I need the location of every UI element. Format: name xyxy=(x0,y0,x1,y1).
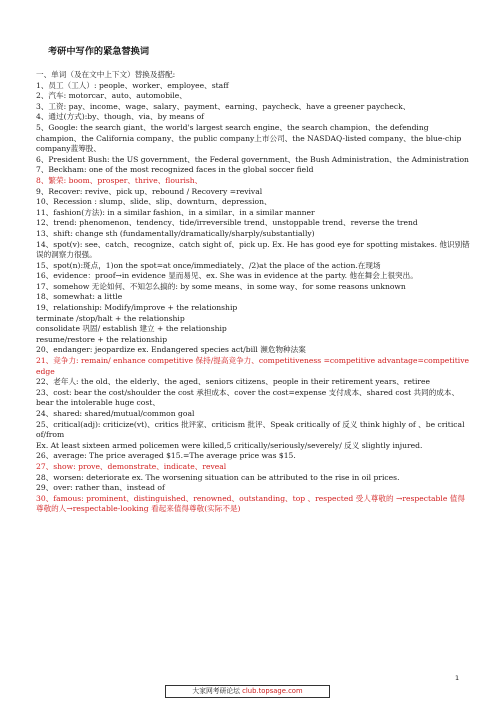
document-line: 22、老年人: the old、the elderly、the aged、seniors citizens、people in their retirement years、retiree xyxy=(36,377,431,387)
document-line: 26、average: The price averaged $15.=The average price was $15. xyxy=(36,451,296,461)
document-line: 12、trend: phenomenon、tendency、tide/irreversible trend、unstoppable trend、reverse the trend xyxy=(36,218,418,228)
document-line: 17、somehow 无论如何、不知怎么搞的: by some means、in some way、for some reasons unknown xyxy=(36,281,406,291)
document-line: 10、Recession : slump、slide、slip、downturn、depression、 xyxy=(36,197,272,207)
document-line: 30、famous: prominent、distinguished、renowned、outstanding、top 、respected 受人尊敬的 →respectable 值得尊敬的人→respectable-looking 看起来值得尊敬(实际不是) xyxy=(36,493,465,514)
document-line: 24、shared: shared/mutual/common goal xyxy=(36,409,195,418)
document-line: 19、relationship: Modify/improve + the relationship xyxy=(36,303,238,313)
document-line: 16、evidence：proof→in evidence 显而易见、ex. She was in evidence at the party. 他在舞会上很突出。 xyxy=(36,271,418,281)
document-line: 14、spot(v): see、catch、recognize、catch sight of、pick up. Ex. He has good eye for spotting mistakes. 他识别错误的洞察力很强。 xyxy=(36,239,470,260)
document-line: 3、工资: pay、income、wage、salary、payment、earning、paycheck、have a greener paycheck、 xyxy=(36,101,411,111)
document-line: terminate /stop/halt + the relationship xyxy=(36,313,185,323)
document-line: Ex. At least sixteen armed policemen were killed,5 critically/seriously/severely/ 反义 slightly injured. xyxy=(36,440,423,450)
footer-banner[interactable] xyxy=(165,685,330,698)
document-line: 18、somewhat: a little xyxy=(36,292,123,302)
document-body xyxy=(36,70,472,515)
document-line: 一、单词（及在文中上下文）替换及搭配: xyxy=(36,70,176,79)
footer-site-link[interactable]: club.topsage.com xyxy=(242,687,303,695)
document-line: 6、President Bush: the US government、the Federal government、the Bush Administration、the Administration xyxy=(36,154,469,164)
footer-label: 大家网考研论坛 xyxy=(192,687,240,695)
document-line: 1、员工（工人）: people、worker、employee、staff xyxy=(36,80,229,90)
document-line: 11、fashion(方法): in a similar fashion、in a similar、in a similar manner xyxy=(36,207,315,217)
document-title: 考研中写作的紧急替换词 xyxy=(48,46,150,57)
document-line: 29、over: rather than、instead of xyxy=(36,483,165,493)
document-line: 13、shift: change sth (fundamentally/dramatically/sharply/substantially) xyxy=(36,228,315,238)
document-line: consolidate 巩固/ establish 建立 + the relationship xyxy=(36,324,227,334)
document-line: 4、通过(方式):by、though、via、by means of xyxy=(36,112,204,122)
document-line: 23、cost: bear the cost/shoulder the cost 承担成本、cover the cost=expense 支付成本、shared cost 共同的成本、bear the intolerable huge cost、 xyxy=(36,387,460,408)
document-line: 20、endanger: jeopardize ex. Endangered species act/bill 濒危物种法案 xyxy=(36,345,306,355)
document-line: resume/restore + the relationship xyxy=(36,334,168,344)
document-line: 27、show: prove、demonstrate、indicate、reveal xyxy=(36,461,227,471)
document-line: 8、繁荣: boom、prosper、thrive、flourish、 xyxy=(36,175,203,185)
document-line: 21、竞争力: remain/ enhance competitive 保持/提高竞争力、competitiveness =competitive advantage=competitive edge xyxy=(36,356,469,376)
document-line: 9、Recover: revive、pick up、rebound / Recovery =revival xyxy=(36,186,263,196)
document-line: 5、Google: the search giant、the world's largest search engine、the search champion、the defending champion、the California company、the public company上市公司、the NASDAQ-listed company、the blue-chip company蓝筹股、 xyxy=(36,122,462,154)
document-line: 28、worsen: deteriorate ex. The worsening situation can be attributed to the rise in oil prices. xyxy=(36,472,400,482)
page-number: 1 xyxy=(455,674,460,682)
document-line: 7、Beckham: one of the most recognized faces in the global soccer field xyxy=(36,165,314,175)
document-line: 15、spot(n):斑点，1)on the spot=at once/immediately、/2)at the place of the action.在现场 xyxy=(36,260,381,270)
document-line: 25、critical(adj): criticize(vt)、critics 批评家、criticism 批评、Speak critically of 反义 think highly of 、be critical of/from xyxy=(36,419,465,440)
document-line: 2、汽车: motorcar、auto、automobile、 xyxy=(36,91,187,101)
